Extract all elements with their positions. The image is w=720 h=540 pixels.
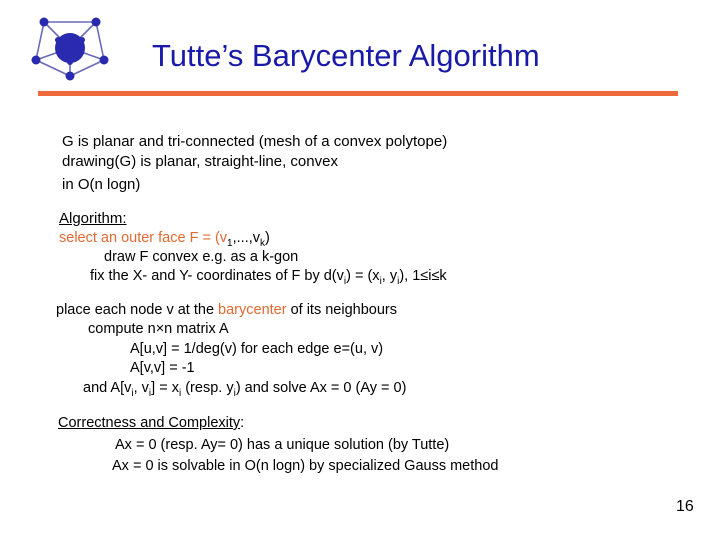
correctness-heading	[58, 415, 244, 431]
intro-line-1: G is planar and tri-connected (mesh of a convex polytope)	[62, 133, 448, 150]
solve-text: ] = x	[151, 380, 179, 396]
subscript: 1	[227, 237, 233, 249]
correctness-line-2: Ax = 0 is solvable in O(n logn) by specialized Gauss method	[112, 458, 499, 474]
outer-face-line	[59, 230, 270, 249]
fix-text: ) = (x	[346, 268, 380, 284]
draw-convex-line: draw F convex e.g. as a k-gon	[104, 249, 299, 265]
algorithm-heading: Algorithm:	[59, 210, 127, 227]
subscript: i	[379, 275, 382, 287]
fix-text: ), 1≤i≤k	[399, 268, 447, 284]
solve-text: (resp. y	[181, 380, 234, 396]
barycenter-text: place each node v at the	[56, 302, 219, 318]
title-divider	[38, 91, 678, 96]
subscript: i	[178, 387, 182, 399]
subscript: i	[148, 387, 152, 399]
graph-polytope-icon	[30, 12, 110, 82]
subscript: i	[131, 387, 134, 399]
solve-text: and A[v	[83, 380, 132, 396]
barycenter-term: barycenter	[218, 302, 287, 318]
intro-line-3: in O(n logn)	[62, 176, 141, 193]
correctness-heading-colon: :	[240, 415, 245, 431]
barycenter-text: of its neighbours	[286, 302, 397, 318]
correctness-line-1: Ax = 0 (resp. Ay= 0) has a unique solution (by Tutte)	[115, 437, 450, 453]
compute-matrix-line: compute n×n matrix A	[88, 321, 229, 337]
page-title: Tutte’s Barycenter Algorithm	[152, 38, 540, 73]
fix-text: , y	[381, 268, 398, 284]
subscript: i	[343, 275, 347, 287]
correctness-heading-text: Correctness and Complexity	[58, 415, 241, 431]
intro-line-2: drawing(G) is planar, straight-line, convex	[62, 153, 338, 170]
fix-coordinates-line	[90, 268, 447, 287]
outer-face-select-text: select an outer face F = (v	[59, 230, 228, 246]
outer-face-text: ,...,v	[232, 230, 261, 246]
page-number: 16	[676, 498, 694, 515]
matrix-avv-line: A[v,v] = -1	[130, 360, 195, 376]
solve-text: ) and solve Ax = 0 (Ay = 0)	[235, 380, 407, 396]
barycenter-line	[56, 302, 397, 318]
subscript: k	[260, 237, 266, 249]
subscript: i	[233, 387, 236, 399]
solve-text: , v	[133, 380, 149, 396]
solve-line	[83, 380, 407, 399]
fix-text: fix the X- and Y- coordinates of F by d(v	[90, 268, 344, 284]
subscript: i	[397, 275, 400, 287]
outer-face-text: )	[265, 230, 270, 246]
matrix-auv-line: A[u,v] = 1/deg(v) for each edge e=(u, v)	[130, 341, 384, 357]
